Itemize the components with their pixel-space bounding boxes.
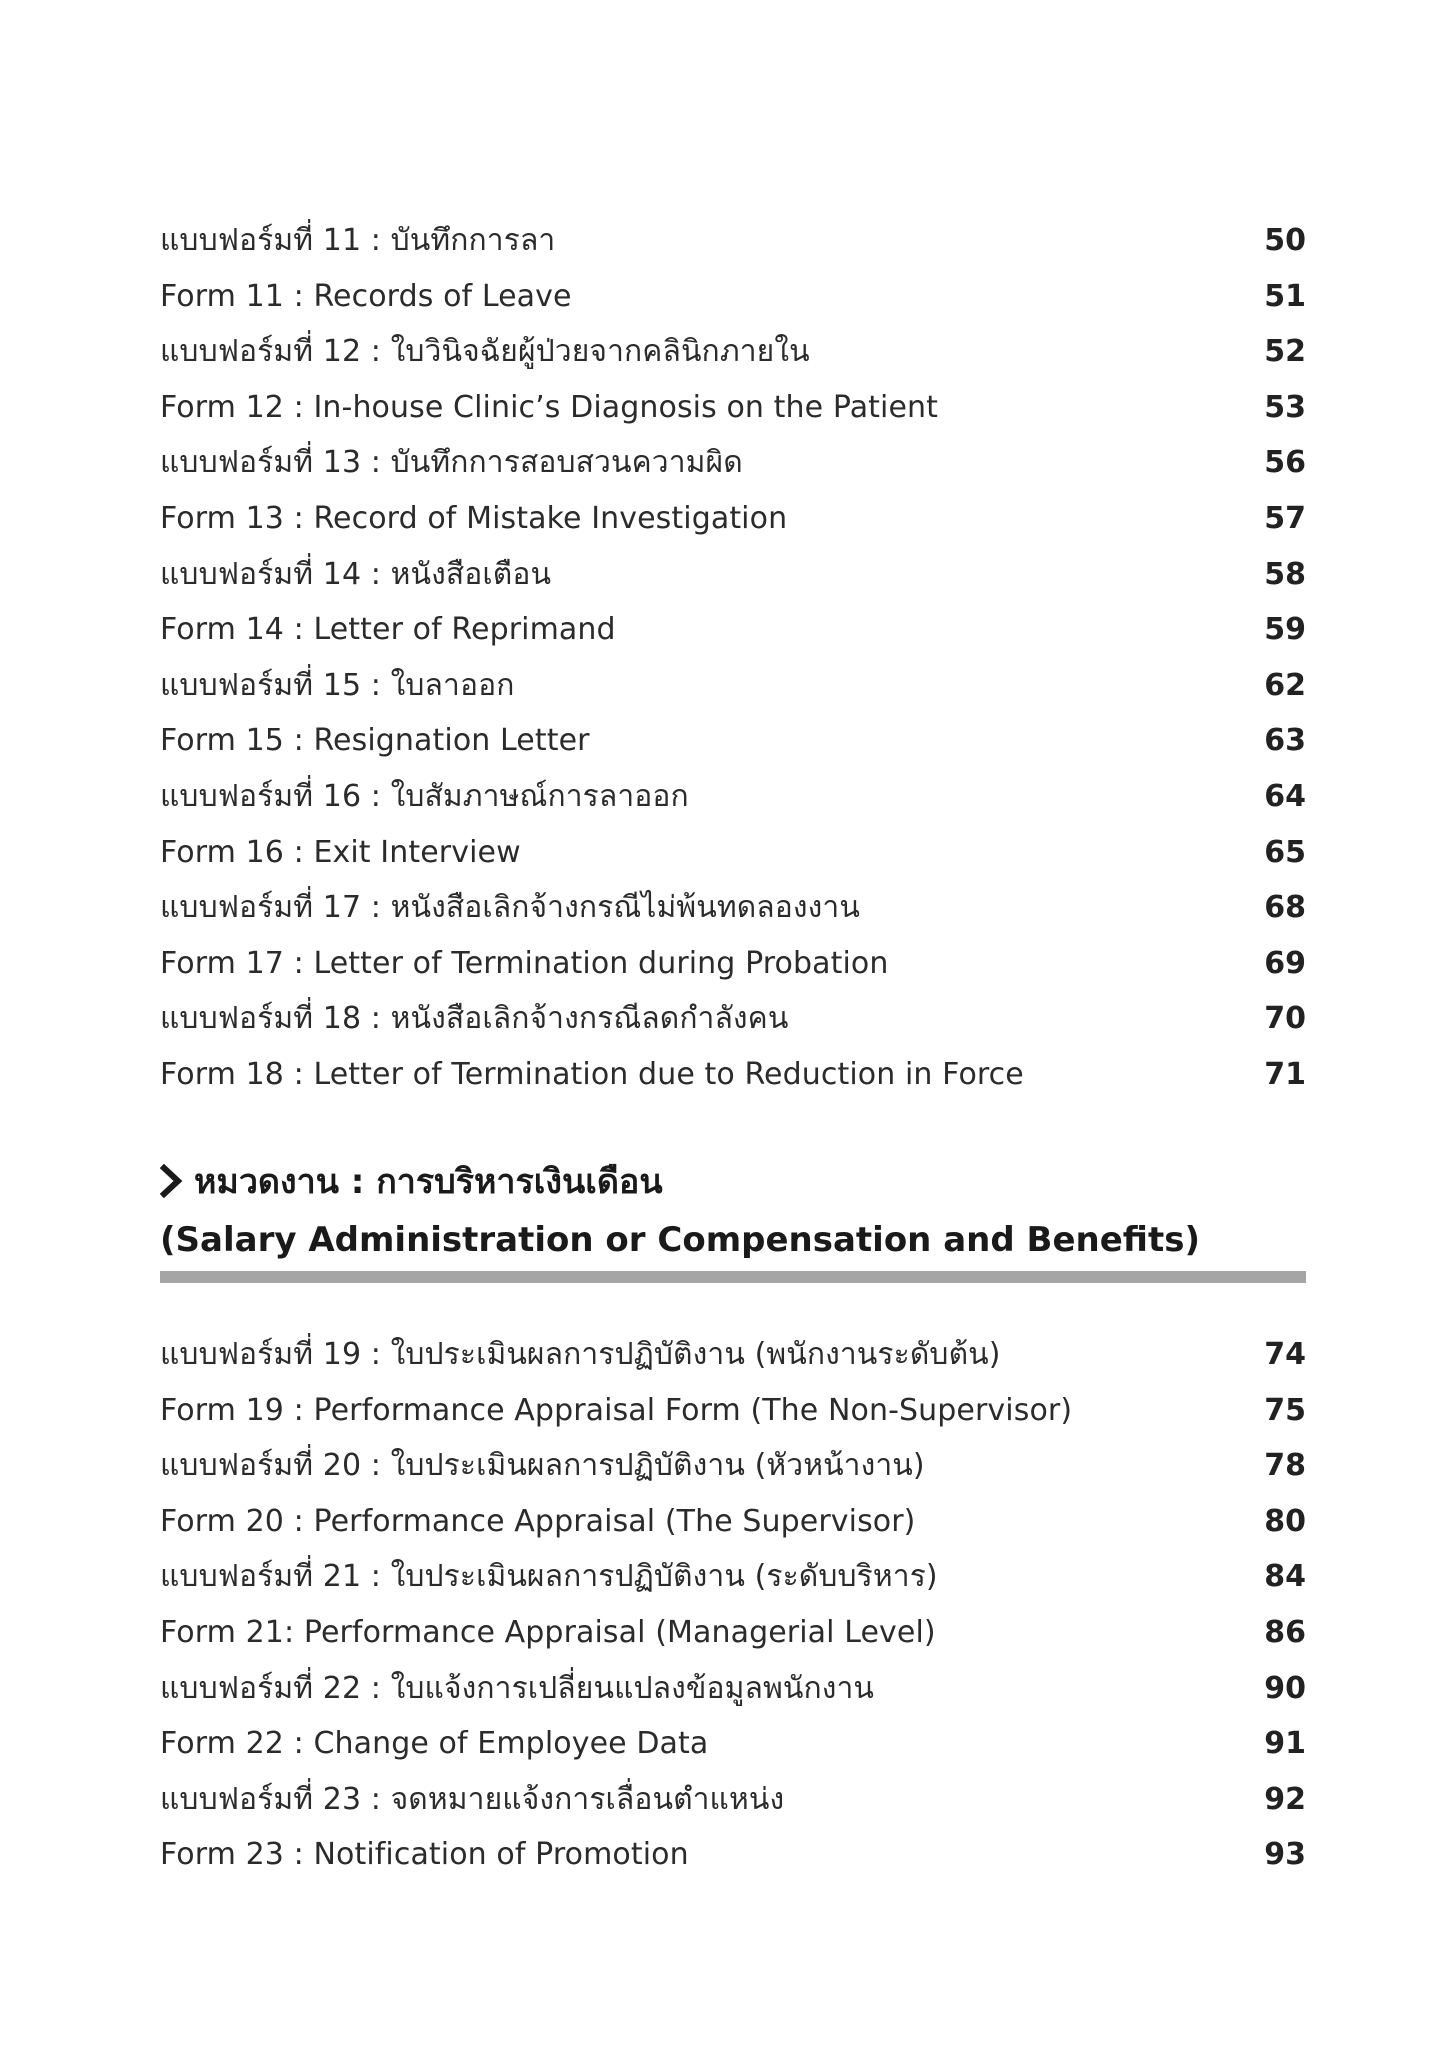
toc-entry-title: Form 13 : Record of Mistake Investigation <box>160 500 788 536</box>
toc-entry[interactable] <box>160 380 1306 436</box>
toc-entry[interactable] <box>160 769 1306 825</box>
toc-entry-title: แบบฟอร์มที่ 14 : หนังสือเตือน <box>160 556 552 592</box>
toc-entry[interactable] <box>160 658 1306 714</box>
toc-entry-title: Form 21: Performance Appraisal (Managerial Level) <box>160 1614 936 1650</box>
toc-entry[interactable] <box>160 602 1306 658</box>
toc-entry-page: 71 <box>1264 1056 1306 1092</box>
toc-entry[interactable] <box>160 713 1306 769</box>
toc-entry-title: แบบฟอร์มที่ 21 : ใบประเมินผลการปฏิบัติงาน (ระดับบริหาร) <box>160 1559 938 1595</box>
toc-entry-page: 65 <box>1264 834 1306 870</box>
toc-entry-title: แบบฟอร์มที่ 12 : ใบวินิจฉัยผู้ป่วยจากคลินิกภายใน <box>160 334 810 370</box>
section-heading-english: (Salary Administration or Compensation and Benefits) <box>160 1220 1201 1260</box>
chevron-right-icon <box>160 1164 184 1198</box>
toc-entry-page: 59 <box>1264 612 1306 648</box>
toc-entry-page: 64 <box>1264 778 1306 814</box>
toc-list-personnel <box>160 213 1306 1103</box>
toc-entry-title: แบบฟอร์มที่ 20 : ใบประเมินผลการปฏิบัติงาน (หัวหน้างาน) <box>160 1448 925 1484</box>
toc-entry[interactable] <box>160 1438 1306 1494</box>
toc-entry-title: แบบฟอร์มที่ 15 : ใบลาออก <box>160 667 515 703</box>
toc-entry[interactable] <box>160 1716 1306 1772</box>
toc-entry-title: Form 19 : Performance Appraisal Form (The Non-Supervisor) <box>160 1392 1073 1428</box>
toc-entry-page: 69 <box>1264 945 1306 981</box>
toc-entry-page: 91 <box>1264 1726 1306 1762</box>
toc-entry[interactable] <box>160 269 1306 325</box>
toc-entry[interactable] <box>160 1661 1306 1717</box>
toc-entry-page: 90 <box>1264 1670 1306 1706</box>
toc-entry-page: 86 <box>1264 1614 1306 1650</box>
toc-entry[interactable] <box>160 825 1306 881</box>
toc-entry-page: 53 <box>1264 389 1306 425</box>
toc-entry-title: Form 14 : Letter of Reprimand <box>160 612 616 648</box>
toc-entry-title: แบบฟอร์มที่ 13 : บันทึกการสอบสวนความผิด <box>160 445 743 481</box>
toc-entry-page: 51 <box>1264 278 1306 314</box>
toc-entry-title: แบบฟอร์มที่ 17 : หนังสือเลิกจ้างกรณีไม่พ้นทดลองงาน <box>160 890 860 926</box>
toc-entry-title: แบบฟอร์มที่ 22 : ใบแจ้งการเปลี่ยนแปลงข้อมูลพนักงาน <box>160 1670 875 1706</box>
toc-entry-page: 57 <box>1264 500 1306 536</box>
toc-entry-title: Form 22 : Change of Employee Data <box>160 1726 709 1762</box>
toc-entry[interactable] <box>160 213 1306 269</box>
toc-entry-page: 62 <box>1264 667 1306 703</box>
toc-entry-page: 68 <box>1264 890 1306 926</box>
toc-entry-page: 92 <box>1264 1781 1306 1817</box>
toc-entry[interactable] <box>160 1383 1306 1439</box>
toc-entry[interactable] <box>160 547 1306 603</box>
toc-entry[interactable] <box>160 880 1306 936</box>
section-divider <box>160 1271 1306 1283</box>
toc-entry-page: 74 <box>1264 1337 1306 1372</box>
toc-entry[interactable] <box>160 1494 1306 1550</box>
toc-entry-page: 78 <box>1264 1448 1306 1484</box>
toc-entry-title: Form 23 : Notification of Promotion <box>160 1837 689 1873</box>
toc-entry[interactable] <box>160 435 1306 491</box>
toc-entry-page: 63 <box>1264 723 1306 759</box>
section-heading <box>160 1153 1306 1209</box>
toc-entry-title: แบบฟอร์มที่ 23 : จดหมายแจ้งการเลื่อนตำแหน่ง <box>160 1781 785 1817</box>
toc-entry-title: Form 11 : Records of Leave <box>160 278 572 314</box>
toc-entry-title: Form 16 : Exit Interview <box>160 834 521 870</box>
toc-entry-page: 75 <box>1264 1392 1306 1428</box>
toc-entry[interactable] <box>160 1047 1306 1103</box>
toc-entry[interactable] <box>160 1549 1306 1605</box>
toc-entry-title: แบบฟอร์มที่ 16 : ใบสัมภาษณ์การลาออก <box>160 778 689 814</box>
toc-entry-title: Form 20 : Performance Appraisal (The Supervisor) <box>160 1503 916 1539</box>
toc-entry[interactable] <box>160 491 1306 547</box>
toc-entry-title: แบบฟอร์มที่ 18 : หนังสือเลิกจ้างกรณีลดกำลังคน <box>160 1001 789 1037</box>
toc-entry-page: 50 <box>1264 223 1306 258</box>
toc-entry[interactable] <box>160 991 1306 1047</box>
toc-entry-title: Form 12 : In-house Clinic’s Diagnosis on the Patient <box>160 389 939 425</box>
toc-entry-title: แบบฟอร์มที่ 19 : ใบประเมินผลการปฏิบัติงาน (พนักงานระดับต้น) <box>160 1337 1001 1372</box>
toc-entry-title: Form 17 : Letter of Termination during Probation <box>160 945 889 981</box>
toc-entry-title: Form 15 : Resignation Letter <box>160 723 590 759</box>
section-header <box>160 1153 1306 1265</box>
toc-entry-title: Form 18 : Letter of Termination due to Reduction in Force <box>160 1056 1024 1092</box>
toc-entry[interactable] <box>160 1605 1306 1661</box>
toc-entry-page: 58 <box>1264 556 1306 592</box>
toc-entry[interactable] <box>160 936 1306 992</box>
toc-entry[interactable] <box>160 324 1306 380</box>
toc-entry-page: 70 <box>1264 1001 1306 1037</box>
toc-entry-page: 56 <box>1264 445 1306 481</box>
toc-list-salary <box>160 1327 1306 1883</box>
toc-entry[interactable] <box>160 1327 1306 1383</box>
toc-entry-page: 93 <box>1264 1837 1306 1873</box>
toc-entry[interactable] <box>160 1772 1306 1828</box>
toc-entry-page: 80 <box>1264 1503 1306 1539</box>
toc-entry-title: แบบฟอร์มที่ 11 : บันทึกการลา <box>160 223 556 258</box>
toc-entry[interactable] <box>160 1827 1306 1883</box>
toc-entry-page: 52 <box>1264 334 1306 370</box>
section-heading-thai: หมวดงาน : การบริหารเงินเดือน <box>194 1162 663 1202</box>
toc-entry-page: 84 <box>1264 1559 1306 1595</box>
